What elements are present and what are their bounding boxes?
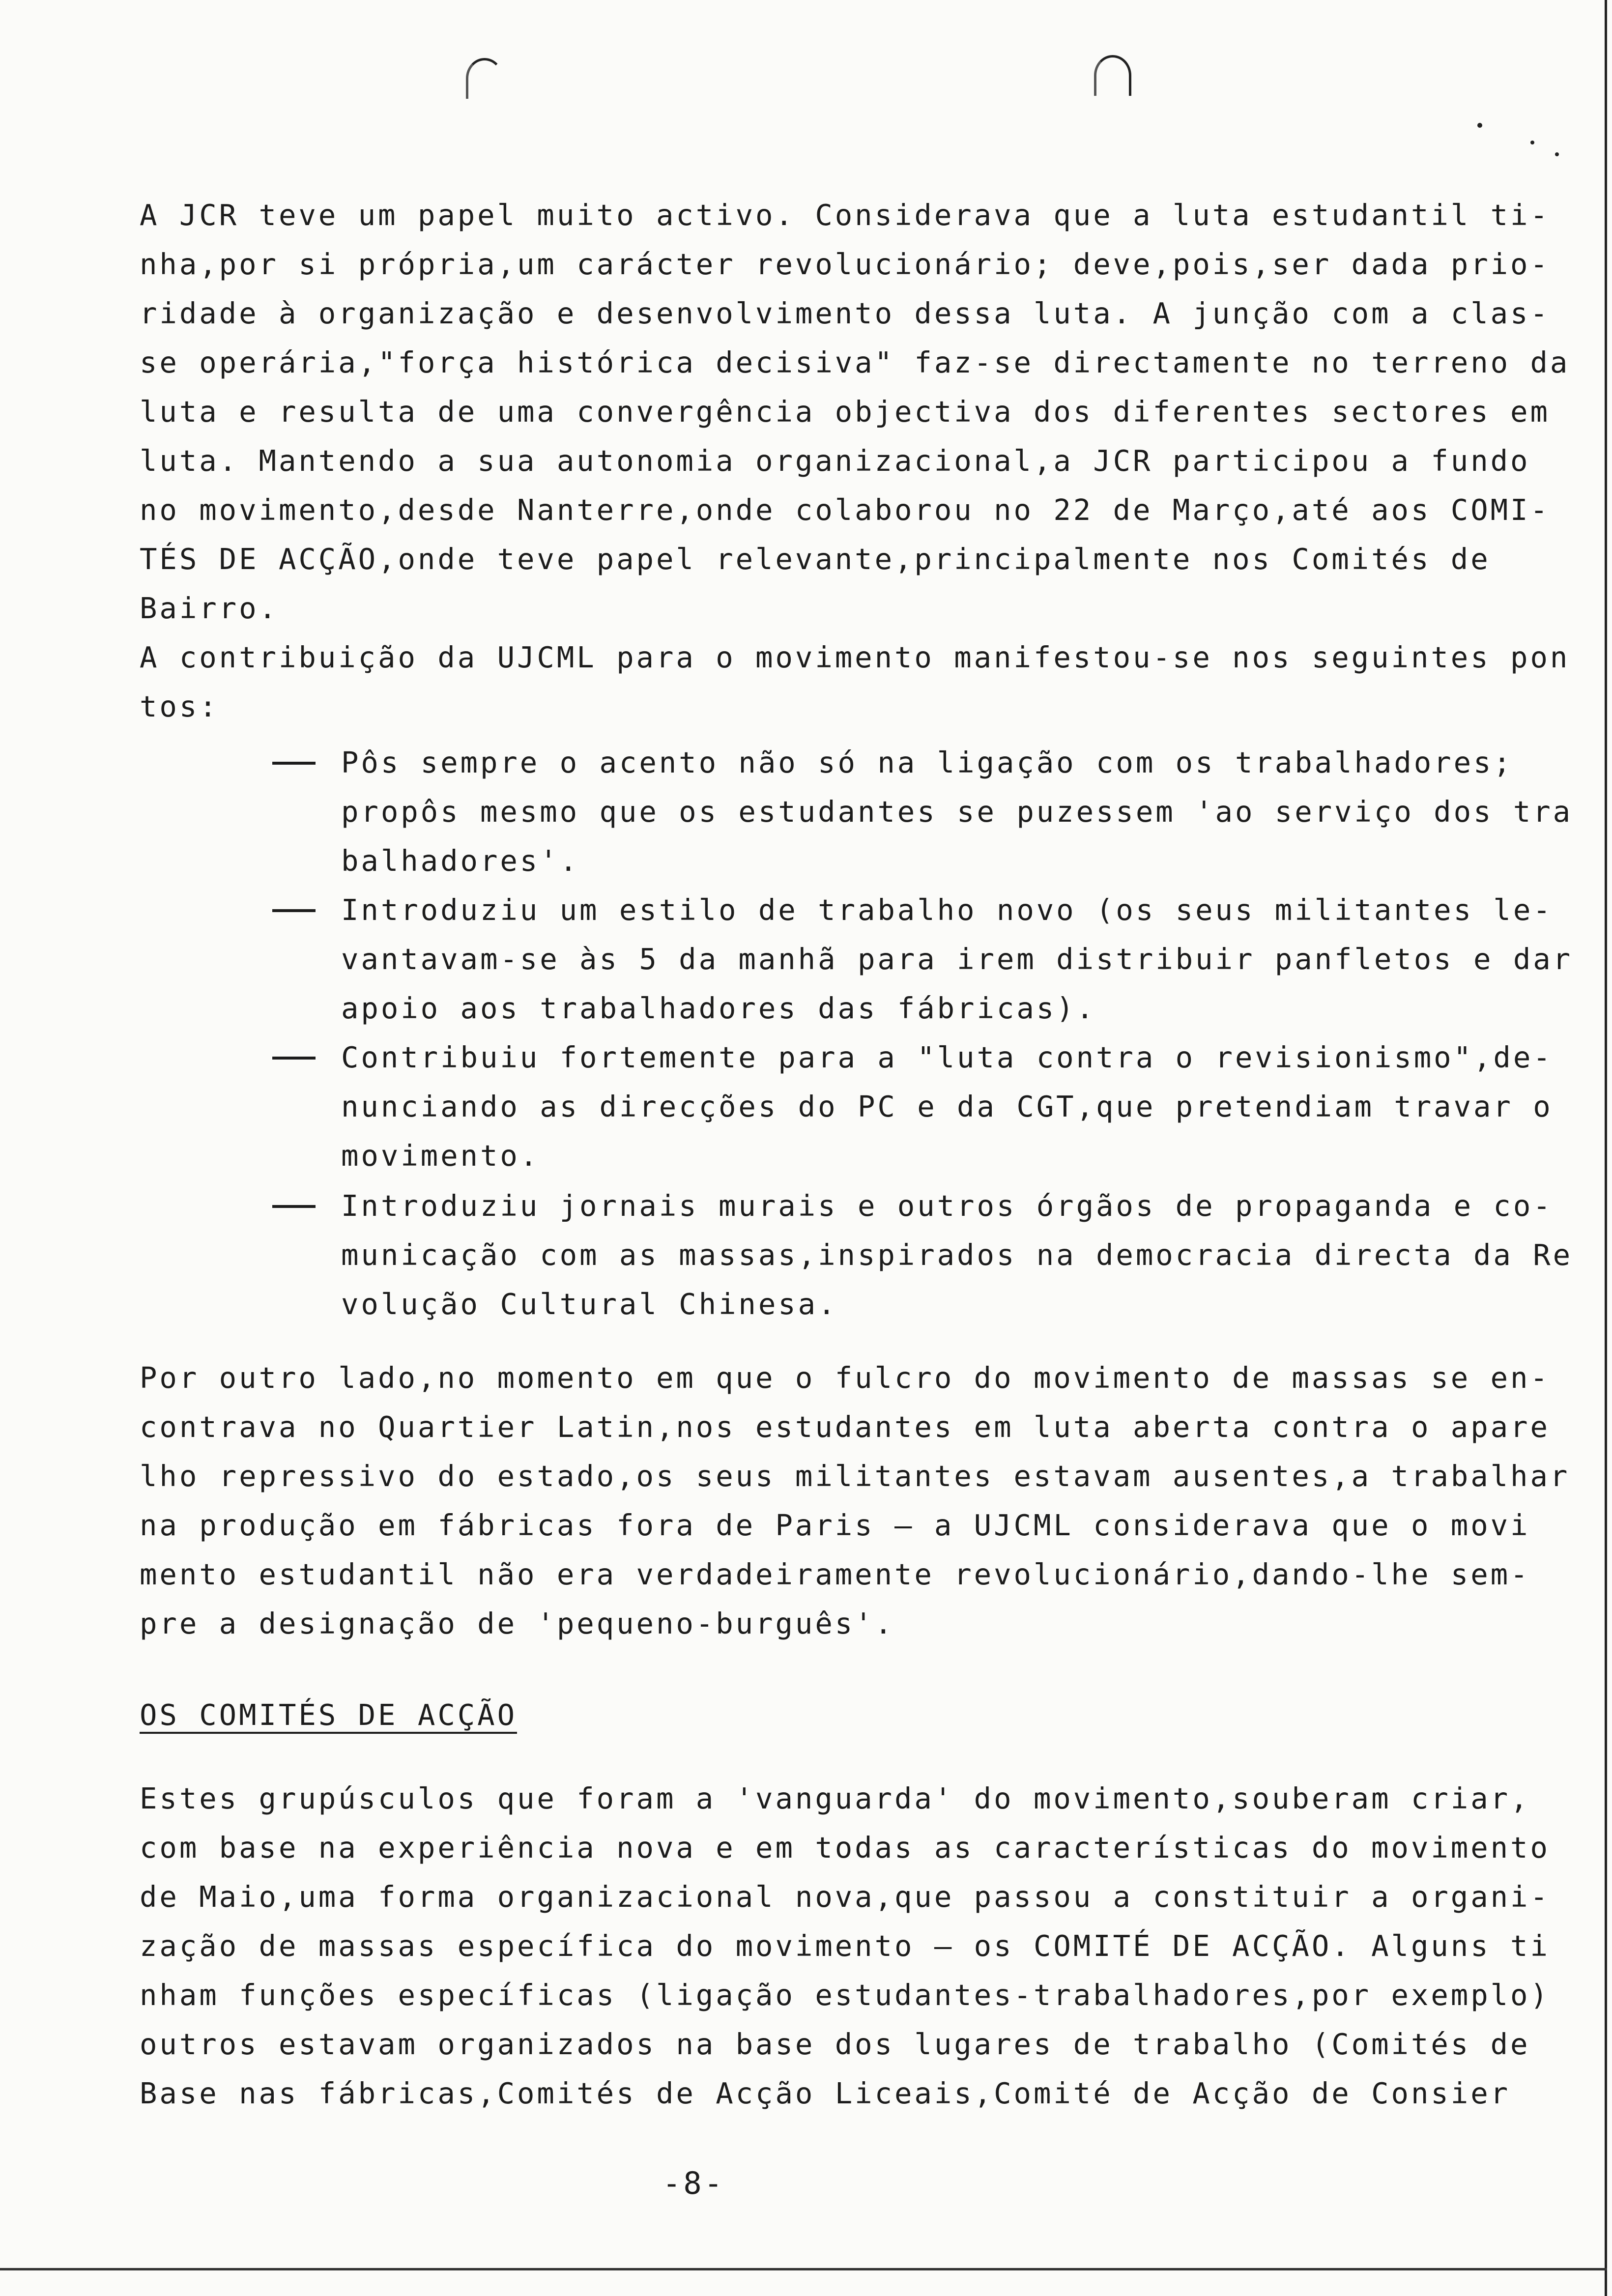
list-item-line: balhadores'. (341, 844, 580, 878)
section-heading: OS COMITÉS DE ACÇÃO (140, 1698, 517, 1732)
punch-hole-left (466, 58, 503, 99)
text-line: A contribuição da UJCML para o movimento manifestou-se nos seguintes pon (140, 640, 1570, 674)
list-item-line: propôs mesmo que os estudantes se puzessem 'ao serviço dos tra (341, 795, 1573, 829)
punch-hole-right (1094, 55, 1131, 96)
text-line: pre a designação de 'pequeno-burguês'. (140, 1607, 894, 1640)
text-line: ridade à organização e desenvolvimento dessa luta. A junção com a clas- (140, 296, 1550, 330)
text-line: Base nas fábricas,Comités de Acção Liceais,Comité de Acção de Consier (140, 2076, 1511, 2110)
list-item-line: nunciando as direcções do PC e da CGT,que pretendiam travar o (341, 1090, 1553, 1123)
text-line: de Maio,uma forma organizacional nova,que passou a constituir a organi- (140, 1880, 1550, 1914)
text-line: se operária,"força histórica decisiva" faz-se directamente no terreno da (140, 345, 1570, 379)
text-line: com base na experiência nova e em todas as características do movimento (140, 1831, 1550, 1865)
text-line: contrava no Quartier Latin,nos estudantes em luta aberta contra o apare (140, 1410, 1550, 1444)
text-line: Por outro lado,no momento em que o fulcro do movimento de massas se en- (140, 1361, 1550, 1395)
list-dash (272, 1205, 316, 1208)
text-line: nham funções específicas (ligação estudantes-trabalhadores,por exemplo) (140, 1978, 1550, 2012)
text-line: Estes grupúsculos que foram a 'vanguarda' do movimento,souberam criar, (140, 1781, 1530, 1815)
list-dash (272, 762, 316, 765)
text-line: luta e resulta de uma convergência objectiva dos diferentes sectores em (140, 395, 1550, 429)
text-line: zação de massas específica do movimento — os COMITÉ DE ACÇÃO. Alguns ti (140, 1929, 1550, 1963)
list-item-line: movimento. (341, 1139, 540, 1173)
text-line: mento estudantil não era verdadeiramente revolucionário,dando-lhe sem- (140, 1557, 1530, 1591)
text-line: Bairro. (140, 591, 279, 625)
text-line: no movimento,desde Nanterre,onde colaborou no 22 de Março,até aos COMI- (140, 493, 1550, 527)
list-item-line: Introduziu jornais murais e outros órgãos de propaganda e co- (341, 1189, 1553, 1223)
list-item-line: Introduziu um estilo de trabalho novo (os seus militantes le- (341, 893, 1553, 927)
page-number: -8- (662, 2165, 725, 2201)
text-line: lho repressivo do estado,os seus militantes estavam ausentes,a trabalhar (140, 1459, 1570, 1493)
list-dash (272, 909, 316, 912)
list-item-line: volução Cultural Chinesa. (341, 1287, 838, 1321)
ink-speck (1477, 123, 1482, 128)
text-line: luta. Mantendo a sua autonomia organizacional,a JCR participou a fundo (140, 444, 1530, 478)
page-right-edge (1605, 0, 1607, 2296)
list-item-line: Pôs sempre o acento não só na ligação com os trabalhadores; (341, 746, 1513, 779)
list-item-line: apoio aos trabalhadores das fábricas). (341, 991, 1096, 1025)
list-item-line: vantavam-se às 5 da manhã para irem distribuir panfletos e dar (341, 942, 1573, 976)
ink-speck (1530, 141, 1534, 144)
page-bottom-edge (0, 2268, 1607, 2270)
list-dash (272, 1057, 316, 1060)
ink-speck (1555, 152, 1559, 156)
text-line: nha,por si própria,um carácter revolucionário; deve,pois,ser dada prio- (140, 247, 1550, 281)
text-line: A JCR teve um papel muito activo. Considerava que a luta estudantil ti- (140, 198, 1550, 232)
list-item-line: Contribuiu fortemente para a "luta contra o revisionismo",de- (341, 1040, 1553, 1074)
text-line: TÉS DE ACÇÃO,onde teve papel relevante,principalmente nos Comités de (140, 542, 1491, 576)
text-line: na produção em fábricas fora de Paris — a UJCML considerava que o movi (140, 1508, 1530, 1542)
text-line: tos: (140, 689, 219, 723)
text-line: outros estavam organizados na base dos lugares de trabalho (Comités de (140, 2027, 1530, 2061)
list-item-line: municação com as massas,inspirados na democracia directa da Re (341, 1238, 1573, 1272)
